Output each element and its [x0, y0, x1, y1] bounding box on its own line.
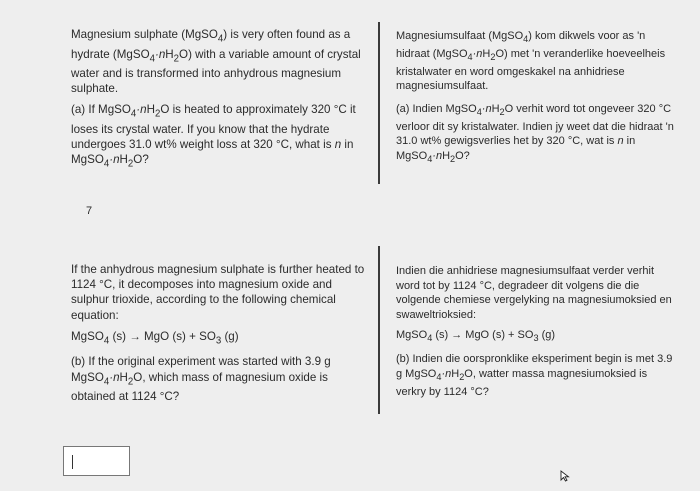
text: ·n — [472, 47, 483, 60]
part-b-afrikaans — [396, 352, 680, 399]
text: Magnesiumsulfaat (MgSO — [396, 30, 524, 42]
text: (g) — [221, 329, 239, 343]
subscript: 2 — [450, 153, 456, 164]
text: O, which mass of magnesium oxide is obtained at 1124 °C? — [71, 370, 328, 404]
text: ·n — [481, 102, 492, 115]
text: MgSO — [396, 329, 428, 342]
subscript: 2 — [490, 51, 496, 62]
text: ·n — [109, 370, 120, 384]
answer-a-value: 7 — [86, 205, 93, 217]
column-divider-top — [378, 22, 380, 184]
text: H — [146, 103, 155, 117]
text: H — [442, 149, 451, 162]
part-b-english — [71, 354, 369, 404]
subscript: 3 — [215, 335, 222, 347]
text: n — [617, 135, 624, 148]
answer-b-input[interactable] — [63, 446, 130, 476]
subscript: 2 — [127, 375, 134, 387]
subscript: 4 — [476, 106, 482, 117]
text: ) is very often found as a hydrate (MgSO — [71, 28, 351, 61]
subscript: 3 — [533, 333, 539, 344]
text: ·n — [109, 153, 120, 167]
text: H — [165, 47, 174, 61]
text: H — [119, 153, 128, 167]
text: ) kom dikwels voor as 'n hidraat (MgSO — [396, 30, 646, 60]
subscript: 4 — [217, 33, 224, 45]
text: O) met 'n veranderlike hoeveelheis kristalwater en word omgeskakel na anhidriese magnesiumsulfaat. — [396, 47, 666, 93]
column-divider-bottom — [378, 246, 380, 414]
equation-english — [71, 329, 369, 349]
text-caret — [72, 455, 73, 469]
text: O verhit word tot ongeveer 320 °C verloor dit sy kristalwater. Indien jy weet dat die hidraat 'n 31.0 wt% gewigsverlies het by 320 °C, wat is — [396, 102, 674, 148]
text: (b) If the original experiment was started with 3.9 g MgSO — [71, 355, 331, 384]
text: (a) If MgSO — [71, 103, 131, 117]
text: H — [119, 370, 128, 384]
subscript: 4 — [427, 153, 433, 164]
text: (g) — [538, 329, 556, 342]
intro-afrikaans — [396, 29, 680, 94]
text: n — [334, 138, 342, 152]
text: H — [451, 367, 460, 380]
text: MgSO — [71, 329, 104, 343]
text: Magnesium sulphate (MgSO — [71, 28, 218, 41]
intro-afrikaans: Indien die anhidriese magnesiumsulfaat verder verhit word tot by 1124 °C, degradeer dit volgens die die volgende chemiese vergelyking na magnesiumoksied en swaweltrioksied: — [396, 265, 672, 321]
subscript: 2 — [154, 108, 161, 120]
subscript: 4 — [149, 52, 155, 64]
question-b-afrikaans — [396, 264, 680, 399]
subscript: 2 — [127, 158, 134, 170]
text: ·n — [441, 367, 452, 380]
subscript: 2 — [459, 371, 465, 382]
subscript: 4 — [523, 34, 529, 45]
subscript: 4 — [103, 375, 110, 387]
text: (s) → MgO (s) + SO — [109, 329, 216, 343]
intro-english — [71, 27, 369, 96]
part-a-english — [71, 102, 369, 171]
part-a-afrikaans — [396, 102, 680, 167]
subscript: 4 — [130, 108, 137, 120]
text: (b) Indien die oorspronklike eksperiment begin is met 3.9 g MgSO — [396, 353, 673, 380]
text: O is heated to approximately 320 °C it loses its crystal water. If you know that the hydrate undergoes 31.0 wt% weight loss at 320 °C, what is — [71, 103, 356, 152]
question-a-english — [71, 27, 369, 172]
subscript: 4 — [103, 158, 110, 170]
text: O, watter massa magnesiumoksied is verkry by 1124 °C? — [396, 367, 648, 398]
mouse-cursor-icon — [560, 470, 571, 482]
equation-afrikaans — [396, 328, 680, 346]
text: (s) → MgO (s) + SO — [432, 329, 534, 342]
text: O? — [455, 149, 470, 162]
text: in MgSO — [71, 138, 354, 167]
question-a-afrikaans — [396, 29, 680, 167]
subscript: 4 — [427, 333, 433, 344]
text: ·n — [154, 47, 166, 61]
text: H — [482, 47, 491, 60]
subscript: 4 — [103, 335, 110, 347]
question-b-english — [71, 262, 369, 404]
text: ·n — [136, 103, 147, 117]
text: (a) Indien MgSO — [396, 102, 477, 115]
subscript: 2 — [173, 52, 180, 64]
intro-english: If the anhydrous magnesium sulphate is further heated to 1124 °C, it decomposes into magnesium oxide and sulphur trioxide, according to the following chemical equation: — [71, 263, 365, 322]
subscript: 4 — [467, 51, 473, 62]
text: in MgSO — [396, 135, 636, 162]
text: O) with a variable amount of crystal water and is transformed into anhydrous magnesium sulphate. — [71, 47, 361, 96]
subscript: 2 — [499, 106, 505, 117]
text: O? — [133, 153, 149, 167]
text: H — [491, 102, 500, 115]
text: ·n — [432, 149, 443, 162]
subscript: 4 — [436, 371, 442, 382]
